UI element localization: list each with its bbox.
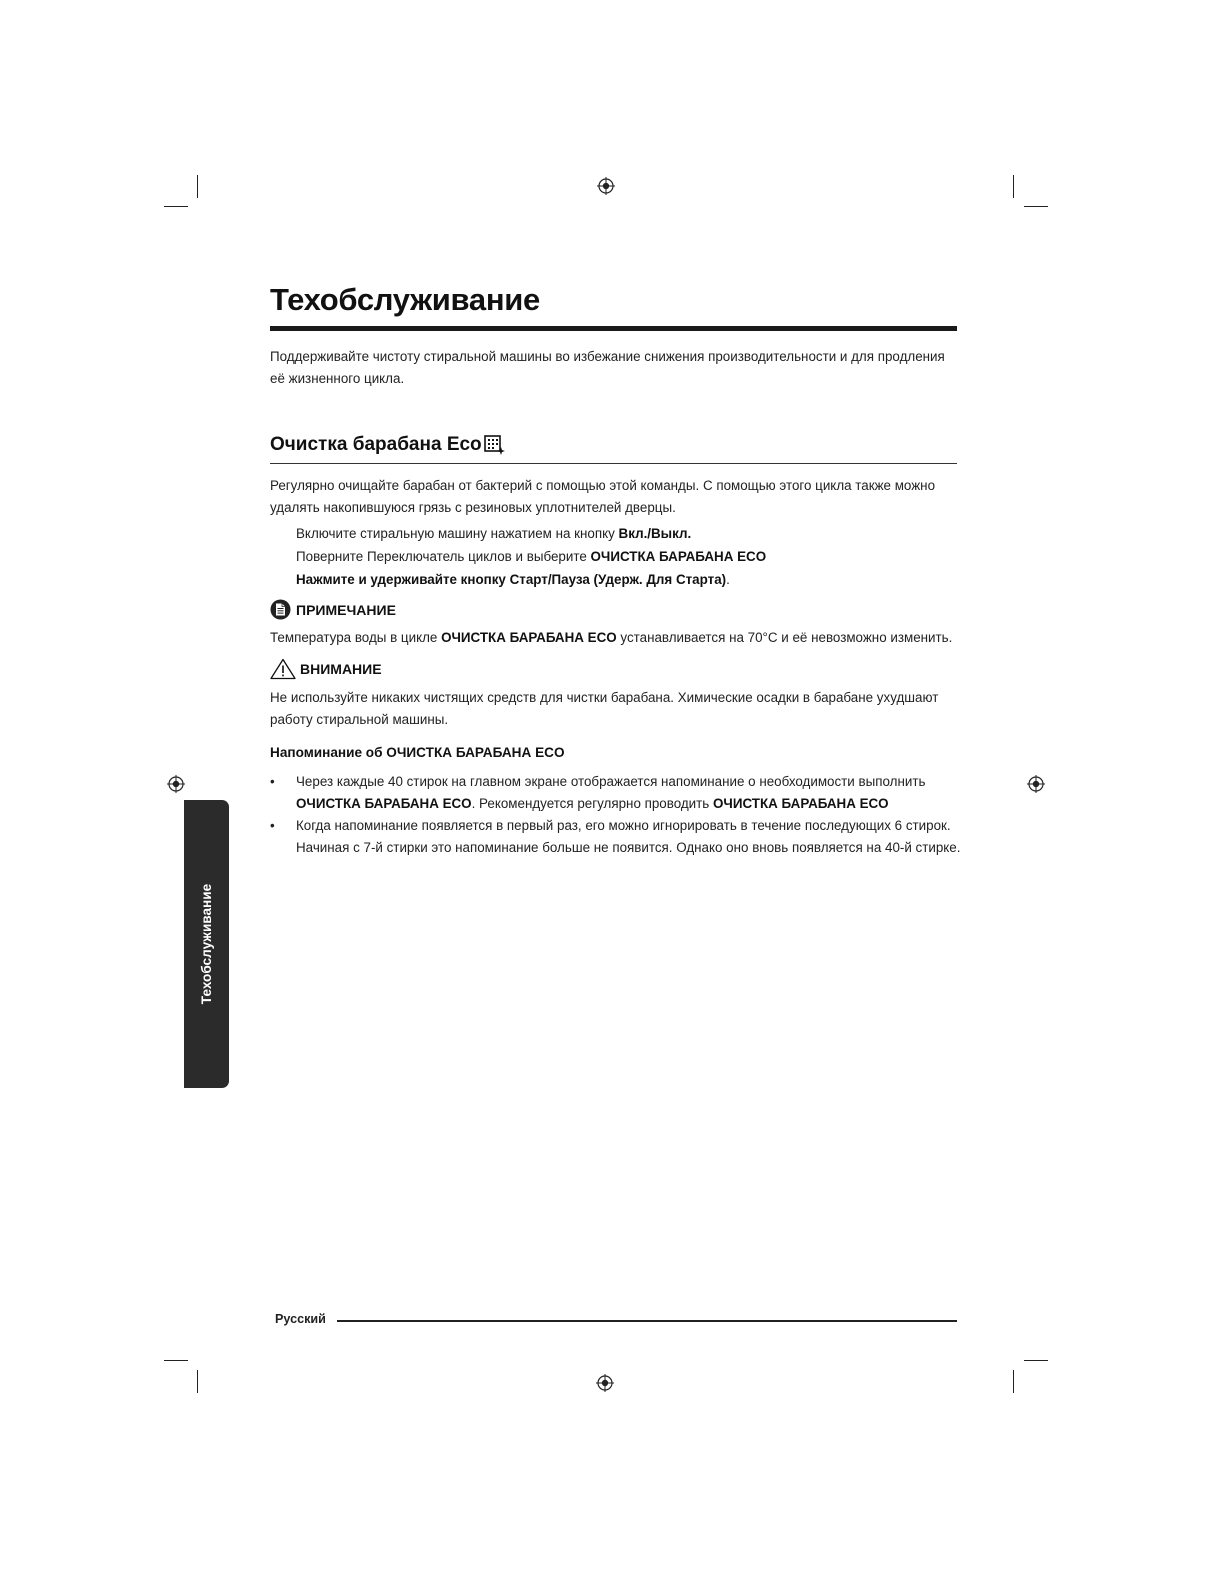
registration-mark-icon (596, 1374, 614, 1392)
crop-mark (164, 206, 188, 207)
crop-mark (1013, 175, 1014, 198)
step-2 (296, 545, 766, 568)
caution-heading-text: ВНИМАНИЕ (300, 661, 382, 677)
crop-mark (197, 175, 198, 198)
step-1 (296, 522, 766, 545)
note-text-bold: ОЧИСТКА БАРАБАНА ECO (441, 630, 617, 645)
step-2-text: Поверните Переключатель циклов и выберите (296, 549, 591, 564)
step-1-text: Включите стиральную машину нажатием на кнопку (296, 526, 619, 541)
list-item-bold: ОЧИСТКА БАРАБАНА ECO (296, 796, 472, 811)
crop-mark (1024, 206, 1048, 207)
section-rule (270, 463, 957, 464)
registration-mark-icon (1027, 775, 1045, 793)
drum-clean-icon (484, 434, 506, 456)
note-text (270, 627, 960, 649)
note-text-part: устанавливается на 70°C и её невозможно изменить. (616, 630, 953, 645)
title-rule (270, 326, 957, 331)
note-heading-text: ПРИМЕЧАНИЕ (296, 601, 396, 618)
caution-heading (270, 658, 382, 680)
section-title (270, 434, 506, 456)
list-item (270, 771, 970, 815)
reminder-list (270, 771, 970, 859)
step-2-bold: ОЧИСТКА БАРАБАНА ECO (590, 549, 767, 564)
page-title: Техобслуживание (270, 282, 540, 317)
list-item-text: . Рекомендуется регулярно проводить (471, 796, 713, 811)
crop-mark (164, 1360, 188, 1361)
step-3 (296, 568, 766, 591)
side-chapter-tab-label: Техобслуживание (199, 883, 214, 1005)
list-item-text: Через каждые 40 стирок на главном экране отображается напоминание о необходимости выполнить (296, 774, 926, 789)
note-heading (270, 599, 396, 620)
step-3-bold: Нажмите и удерживайте кнопку Старт/Пауза (Удерж. Для Старта) (296, 572, 727, 587)
note-icon (270, 599, 291, 620)
note-text-part: Температура воды в цикле (270, 630, 442, 645)
crop-mark (1013, 1370, 1014, 1393)
step-3-text: . (726, 572, 730, 587)
footer-rule (337, 1320, 957, 1322)
intro-paragraph: Поддерживайте чистоту стиральной машины во избежание снижения производительности и для продления её жизненного цикла. (270, 349, 945, 386)
list-item (270, 815, 970, 859)
steps-list (296, 522, 766, 591)
crop-mark (197, 1370, 198, 1393)
reminder-title: Напоминание об ОЧИСТКА БАРАБАНА ECO (270, 745, 565, 760)
registration-mark-icon (167, 775, 185, 793)
section-title-text: Очистка барабана Eco (270, 434, 482, 455)
caution-text: Не используйте никаких чистящих средств для чистки барабана. Химические осадки в барабане ухудшают работу стиральной машины. (270, 690, 939, 727)
footer-language: Русский (275, 1312, 326, 1326)
crop-mark (1024, 1360, 1048, 1361)
step-1-bold: Вкл./Выкл. (618, 526, 692, 541)
side-chapter-tab (184, 800, 229, 1088)
section-description: Регулярно очищайте барабан от бактерий с помощью этой команды. С помощью этого цикла также можно удалять накопившуюся грязь с резиновых уплотнителей дверцы. (270, 478, 936, 515)
warning-triangle-icon (270, 658, 296, 680)
list-item-bold: ОЧИСТКА БАРАБАНА ECO (713, 796, 889, 811)
list-item-text: Когда напоминание появляется в первый раз, его можно игнорировать в течение последующих 6 стирок. Начиная с 7-й стирки это напоминание больше не появится. Однако оно вновь появляется на 40-й стирке. (296, 818, 961, 855)
registration-mark-icon (597, 177, 615, 195)
